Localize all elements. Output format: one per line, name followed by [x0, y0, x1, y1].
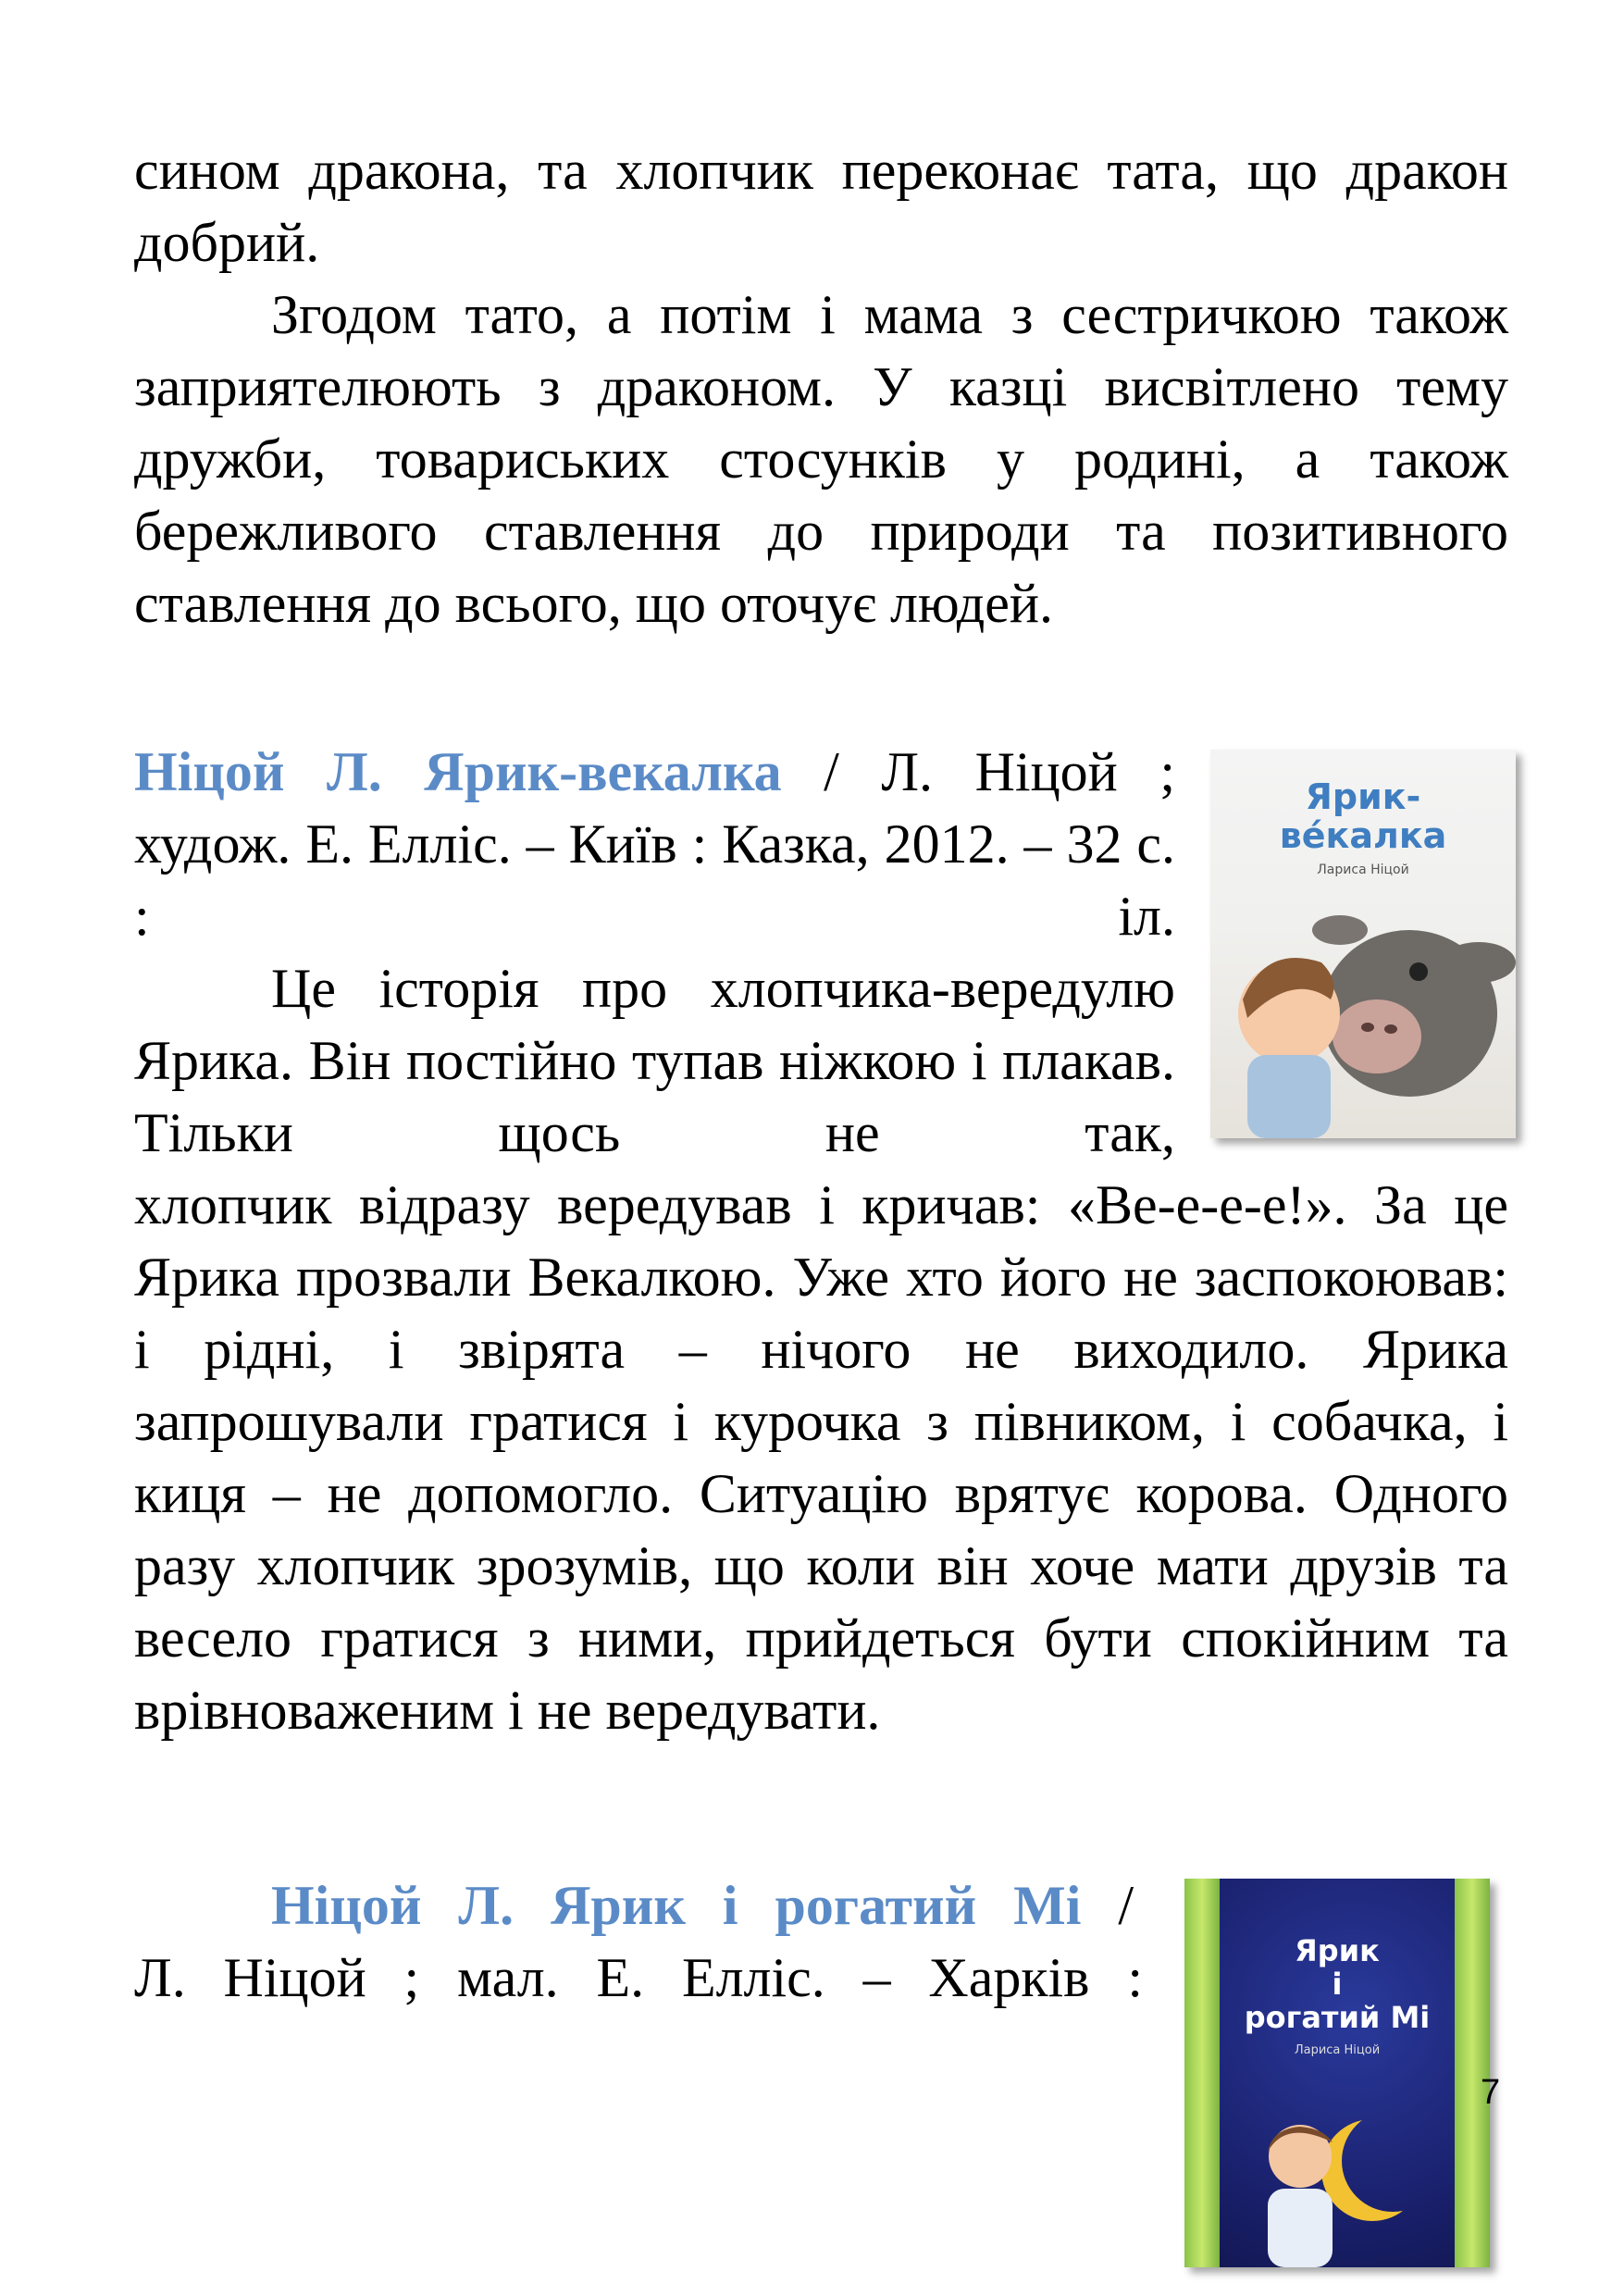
paragraph-continuation: сином дракона, та хлопчик переконає тата, що дракон добрий.	[134, 140, 1508, 273]
book1-citation: / Л. Ніцой ; худож. Е. Елліс. – Київ : Казка, 2012. – 32 с. : іл.	[134, 741, 1175, 947]
book2-cover-title: Ярик і рогатий Мі	[1244, 1933, 1431, 2035]
paragraph-summary: Згодом тато, а потім і мама з сестричкою також заприятелюють з драконом. У казці висвітлено тему дружби, товариських стосунків у родині, а також бережливого ставлення до природи та позитивного ставлення до всього, що оточує людей.	[134, 284, 1508, 634]
book2-cover-image	[1184, 1879, 1490, 2267]
book1-description-top: Це історія про хлопчика-вередулю Ярика. Він постійно тупав ніжкою і плакав. Тільки щось не так,	[134, 958, 1175, 1163]
book2-entry-line2: Л. Ніцой ; мал. Е. Елліс. – Харків :	[134, 1947, 1143, 2008]
boy-illustration	[1249, 2119, 1351, 2267]
book2-title: Ніцой Л. Ярик і рогатий Мі	[271, 1875, 1082, 1936]
page-number: 7	[1481, 2073, 1501, 2112]
book1-cover-title: Ярик- ве́калка	[1279, 776, 1447, 856]
book1-description-rest: хлопчик відразу вередував і кричав: «Ве-е-е-е!». За це Ярика прозвали Векалкою. Уже хто його не заспокоював: і рідні, і звірята – нічого не виходило. Ярика запрошували гратися і курочка з півником, і собачка, і киця – не допомогло. Ситуацію врятує корова. Одного разу хлопчик зрозумів, що коли він хоче мати друзів та весело гратися з ними, прийдеться бути спокійним та врівноваженим і не вередувати.	[134, 1174, 1508, 1741]
cow-and-boy-illustration	[1210, 750, 1516, 1138]
book2-citation-part1: /	[1081, 1875, 1134, 1936]
book2-cover-author: Лариса Ніцой	[1294, 2043, 1381, 2057]
crescent-moon-icon	[1342, 2110, 1444, 2212]
book1-entry	[134, 736, 1175, 952]
book1-cover-author: Лариса Ніцой	[1317, 863, 1409, 877]
book2-entry-line1	[134, 1869, 1134, 1942]
book1-title: Ніцой Л. Ярик-векалка	[134, 741, 782, 802]
book1-cover-image	[1210, 750, 1516, 1138]
